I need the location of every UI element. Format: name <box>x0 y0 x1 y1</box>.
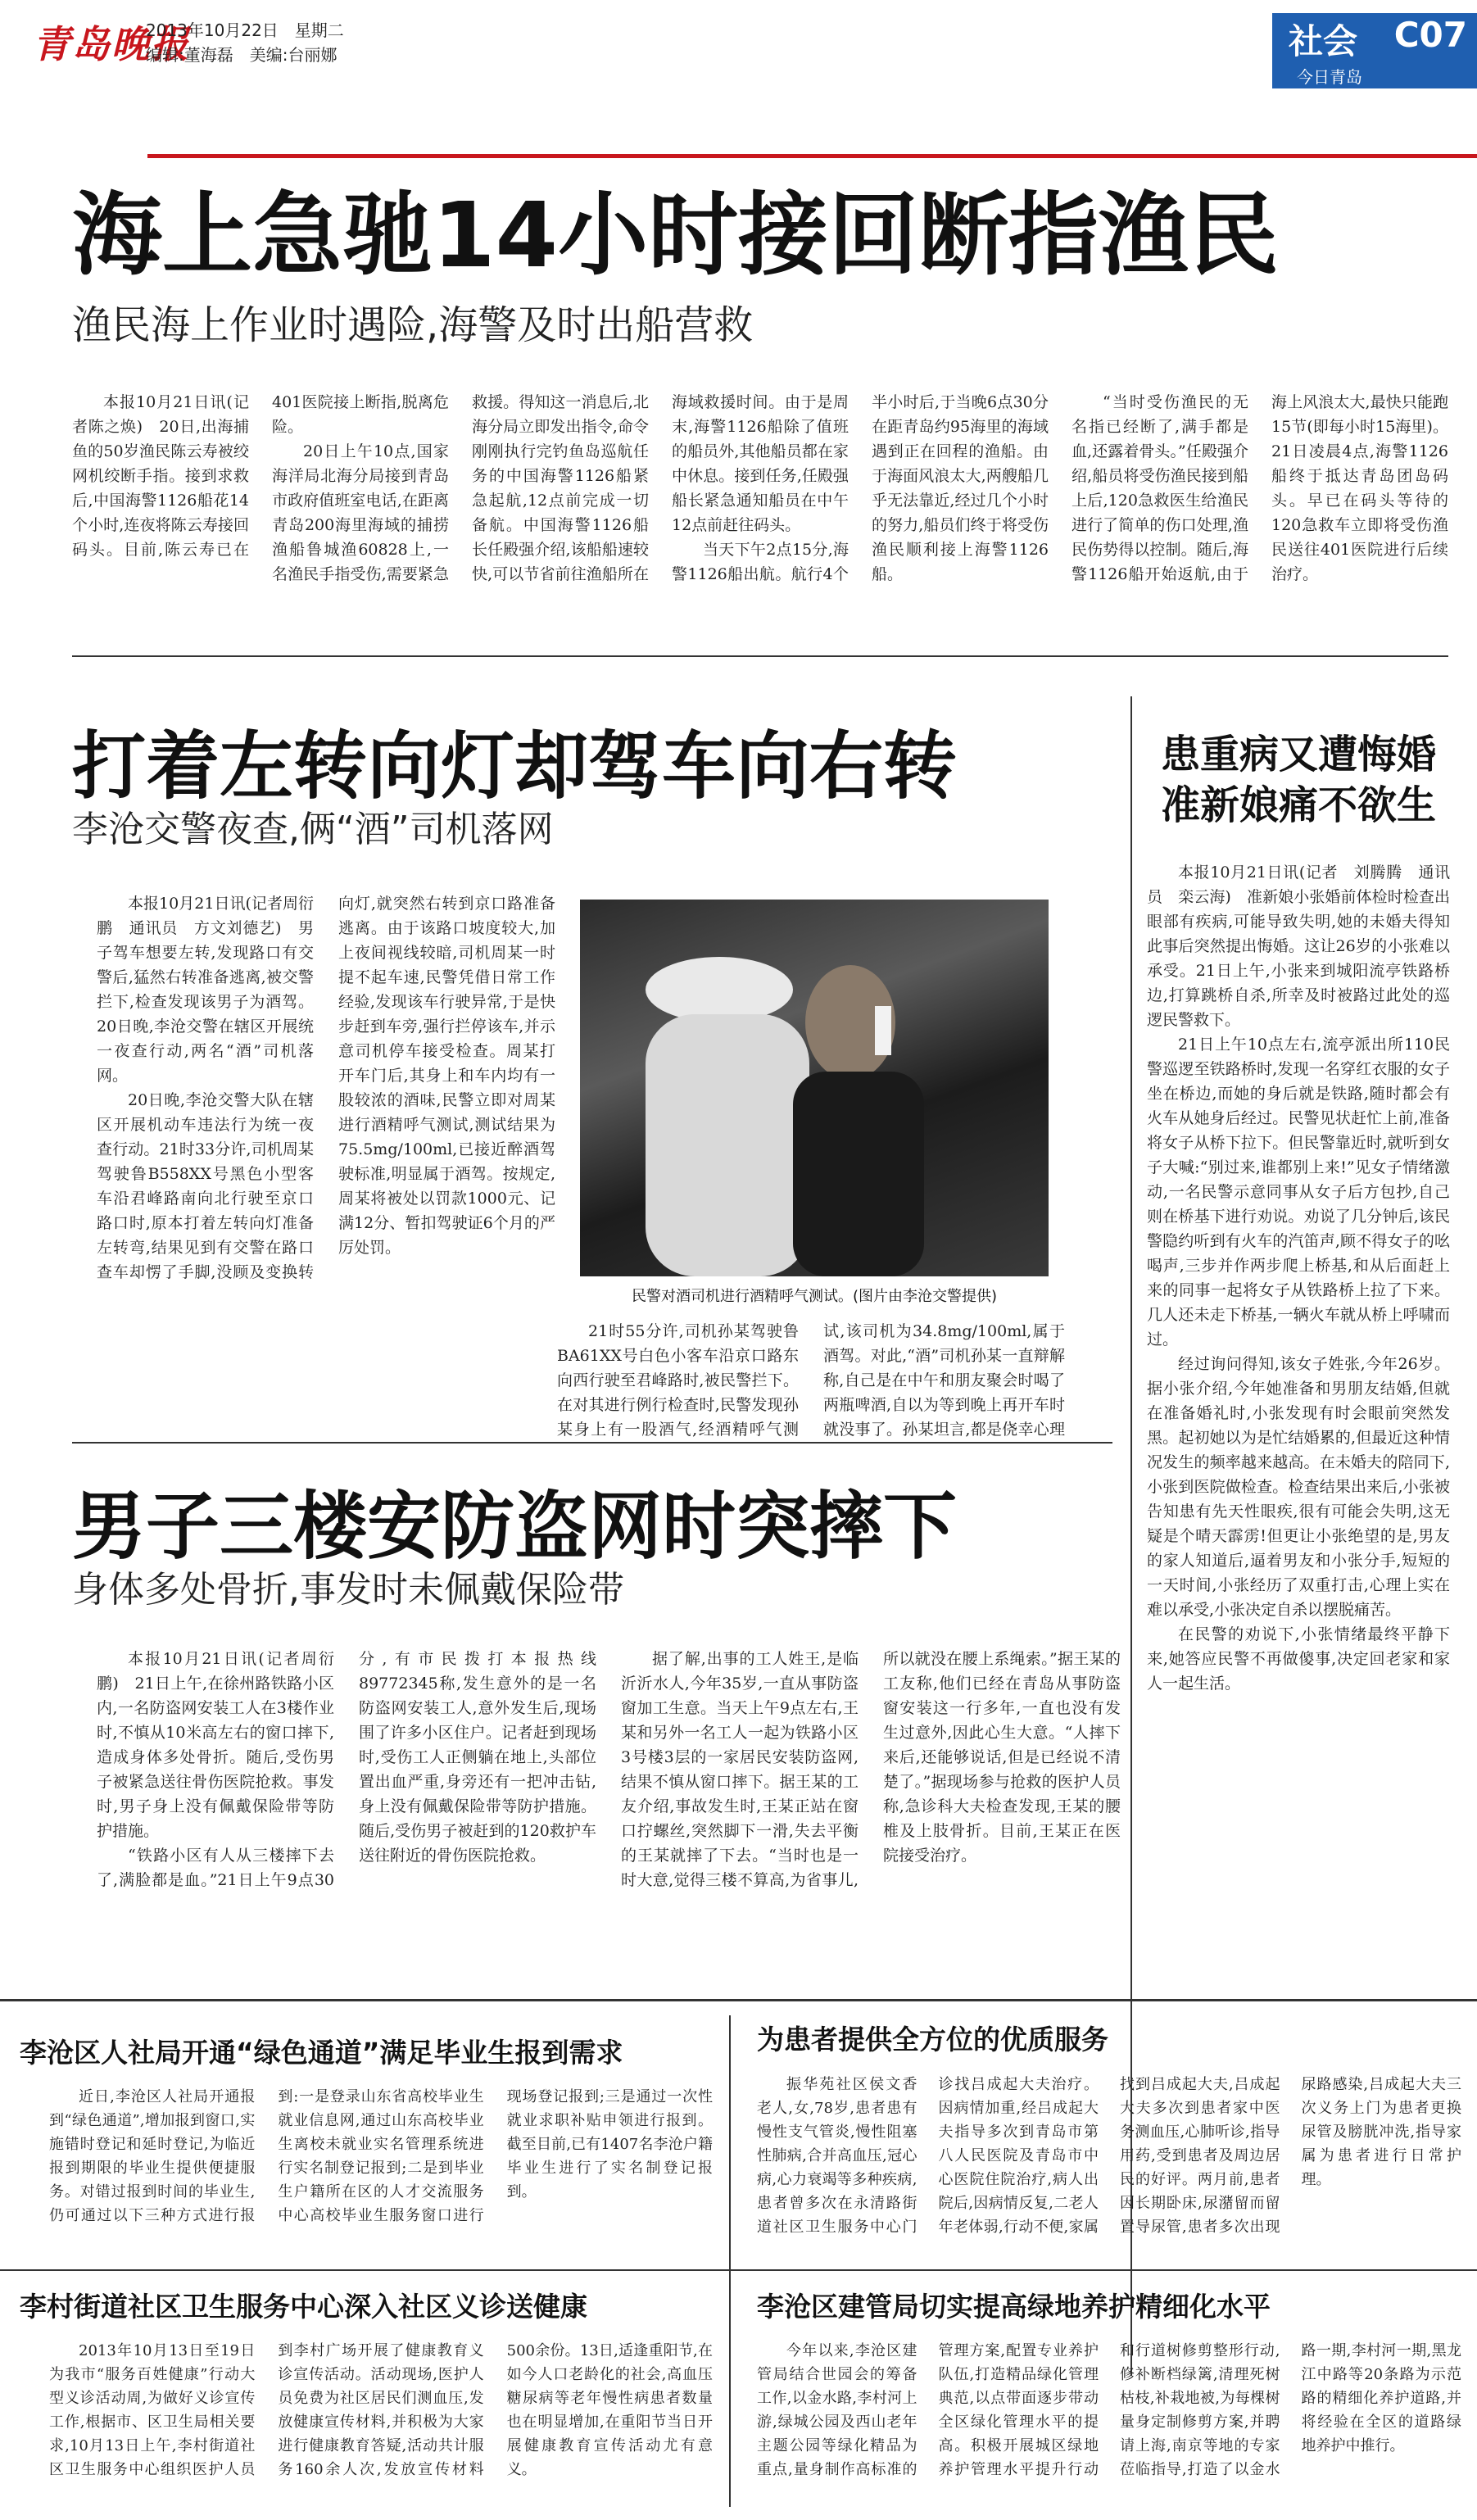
story3-paragraph: 据了解,出事的工人姓王,是临沂沂水人,今年35岁,一直从事防盗窗加工生意。当天上午9点左右,王某和另外一名工人一起为铁路小区3号楼3层的一家居民安装防盗网,结果不慎从窗口摔下。据王某的工友介绍,事故发生时,王某正站在窗口拧螺丝,突然脚下一滑,失去平衡的王某就摔了下去。“当时也是一时大意,觉得三楼不算高,为省事儿,所以就没在腰上系绳索。”据王某的工友称,他们已经在青岛从事防盗窗安装这一行多年,一直也没有发生过意外,因此心生大意。“人摔下来后,还能够说话,但是已经说不清楚了。”据现场参与抢救的医护人员称,急诊科大夫检查发现,王某的腰椎及上肢骨折。目前,王某正在医院接受治疗。 <box>621 1650 1121 1889</box>
issue-meta <box>146 18 344 67</box>
divider <box>0 2269 1477 2271</box>
story2-body-right <box>557 1319 1065 1442</box>
section-header <box>1272 13 1477 88</box>
story1-subheadline: 渔民海上作业时遇险,海警及时出船营救 <box>72 302 754 348</box>
sidebar-paragraph: 在民警的劝说下,小张情绪最终平静下来,她答应民警不再做傻事,决定回老家和家人一起生活。 <box>1147 1625 1450 1693</box>
section-name: 社会 <box>1289 21 1358 61</box>
column-divider <box>729 2015 731 2507</box>
photo-illustration <box>580 900 1049 1276</box>
brief2-body <box>757 2073 1461 2257</box>
story2-body-left <box>97 891 555 1417</box>
story2-headline: 打着左转向灯却驾车向右转 <box>72 723 957 809</box>
brief1-paragraph: 近日,李沧区人社局开通报到“绿色通道”,增加报到窗口,实施错时登记和延时登记,为临近报到期限的毕业生提供便捷服务。对错过报到时间的毕业生,仍可通过以下三种方式进行报到:一是登录山东省高校毕业生就业信息网,通过山东高校毕业生离校未就业实名管理系统进行实名制登记报到;二是到毕业生户籍所在区的人才交流服务中心高校毕业生服务窗口进行现场登记报到;三是通过一次性就业求职补贴申领进行报到。截至目前,已有1407名李沧户籍毕业生进行了实名制登记报到。 <box>49 2088 713 2224</box>
brief2-headline: 为患者提供全方位的优质服务 <box>757 2024 1108 2055</box>
story3-paragraph: “铁路小区有人从三楼摔下去了,满脸都是血。”21日上午9点30分,有市民拨打本报热线89772345称,发生意外的是一名防盗网安装工人,意外发生后,现场围了许多小区住户。记者赶到现场时,受伤工人正侧躺在地上,头部位置出血严重,身旁还有一把冲击钻,身上没有佩戴保险带等防护措施。随后,受伤男子被赶到的120救护车送往附近的骨伤医院抢救。 <box>97 1650 596 1889</box>
story3-paragraph: 本报10月21日讯(记者周衍鹏) 21日上午,在徐州路铁路小区内,一名防盗网安装工人在3楼作业时,不慎从10米高左右的窗口摔下,造成身体多处骨折。随后,受伤男子被紧急送往骨伤医院抢救。事发时,男子身上没有佩戴保险带等防护措施。 <box>97 1650 334 1840</box>
brief1-body <box>49 2085 713 2257</box>
sidebar-headline-line2: 准新娘痛不欲生 <box>1160 782 1436 828</box>
story1-paragraph: 当天下午2点15分,海警1126船出航。航行4个半小时后,于当晚6点30分在距青岛约95海里的海域遇到正在回程的渔船。由于海面风浪太大,两艘船几乎无法靠近,经过几个小时的努力,船员们终于将受伤渔民顺利接上海警1126船。 <box>672 393 1049 583</box>
story2-paragraph: 21时55分许,司机孙某驾驶鲁BA61XX号白色小客车沿京口路东向西行驶至君峰路时,被民警拦下。在对其进行例行检查时,民警发现孙某身上有一股酒气,经酒精呼气测试,该司机为34.8mg/100ml,属于酒驾。对此,“酒”司机孙某一直辩解称,自己是在中午和朋友聚会时喝了两瓶啤酒,自以为等到晚上再开车时就没事了。孙某坦言,都是侥幸心理 <box>557 1322 1065 1439</box>
page-number: C07 <box>1393 15 1467 55</box>
sidebar-paragraph: 经过询问得知,该女子姓张,今年26岁。据小张介绍,今年她准备和男朋友结婚,但就在准备婚礼时,小张发现有时会眼前突然发黑。起初她以为是忙结婚累的,但最近这种情况发生的频率越来越高。在未婚夫的陪同下,小张到医院做检查。检查结果出来后,小张被告知患有先天性眼疾,很有可能会失明,这无疑是个晴天霹雳!但更让小张绝望的是,男友的家人知道后,逼着男友和小张分手,短短的一天时间,小张经历了双重打击,心理上实在难以承受,小张决定自杀以摆脱痛苦。 <box>1147 1355 1450 1619</box>
sidebar-paragraph: 本报10月21日讯(记者 刘腾腾 通讯员 栾云海) 准新娘小张婚前体检时检查出眼部有疾病,可能导致失明,她的未婚夫得知此事后突然提出悔婚。这让26岁的小张难以承受。21日上午,小张来到城阳流亭铁路桥边,打算跳桥自杀,所幸及时被路过此处的巡逻民警救下。 <box>1147 863 1450 1029</box>
story1-paragraph: 20日上午10点,国家海洋局北海分局接到青岛市政府值班室电话,在距离青岛200海里海域的捕捞渔船鲁城渔60828上,一名渔民手指受伤,需要紧急救援。得知这一消息后,北海分局立即发出指令,命令刚刚执行完钓鱼岛巡航任务的中国海警1126船紧急起航,12点前完成一切备航。中国海警1126船长任殿强介绍,该船船速较快,可以节省前往渔船所在海域救援时间。由于是周末,海警1126船除了值班的船员外,其他船员都在家中休息。接到任务,任殿强船长紧急通知船员在中午12点前赶往码头。 <box>272 393 849 583</box>
brief3-paragraph: 2013年10月13日至19日为我市“服务百姓健康”行动大型义诊活动周,为做好义诊宣传工作,根据市、区卫生局相关要求,10月13日上午,李村街道社区卫生服务中心组织医护人员到李村广场开展了健康教育义诊宣传活动。活动现场,医护人员免费为社区居民们测血压,发放健康宣传材料,并积极为大家进行健康教育答疑,活动共计服务160余人次,发放宣传材料500余份。13日,适逢重阳节,在如今人口老龄化的社会,高血压糖尿病等老年慢性病患者数量也在明显增加,在重阳节当日开展健康教育宣传活动尤有意义。 <box>49 2342 713 2478</box>
sidebar-headline-line1: 患重病又遭悔婚 <box>1160 732 1436 777</box>
story3-headline: 男子三楼安防盗网时突摔下 <box>72 1484 957 1570</box>
brief3-headline: 李村街道社区卫生服务中心深入社区义诊送健康 <box>20 2291 587 2323</box>
brief4-body <box>757 2339 1461 2507</box>
newspaper-logo: 青岛晚报 <box>33 22 190 66</box>
story1-paragraph: 本报10月21日讯(记者陈之焕) 20日,出海捕鱼的50岁渔民陈云寿被绞网机绞断手指。接到求救后,中国海警1126船花14个小时,连夜将陈云寿接回码头。目前,陈云寿已在401医院接上断指,脱离危险。 <box>72 393 449 559</box>
story1-paragraph: “当时受伤渔民的无名指已经断了,满手都是血,还露着骨头。”任殿强介绍,船员将受伤渔民接到船上后,120急救医生给渔民进行了简单的伤口处理,渔民伤势得以控制。随后,海警1126船开始返航,由于海上风浪太大,最快只能跑15节(即每小时15海里)。21日凌晨4点,海警1126船终于抵达青岛团岛码头。早已在码头等待的120急救车立即将受伤渔民送往401医院进行后续治疗。 <box>1072 393 1448 583</box>
story1-body <box>72 390 1448 636</box>
divider <box>0 1999 1477 2001</box>
brief4-headline: 李沧区建管局切实提高绿地养护精细化水平 <box>757 2291 1271 2323</box>
divider <box>72 1442 1112 1444</box>
brief4-paragraph: 今年以来,李沧区建管局结合世园会的筹备工作,以金水路,李村河上游,绿城公园及西山老年主题公园等绿化精品为重点,量身制作高标准的管理方案,配置专业养护队伍,打造精品绿化管理典范,以点带面逐步带动全区绿化管理水平的提高。积极开展城区绿地养护管理水平提升行动和行道树修剪整形行动,修补断档绿篱,清理死树枯枝,补栽地被,为每棵树量身定制修剪方案,并聘请上海,南京等地的专家莅临指导,打造了以金水路一期,李村河一期,黑龙江中路等20条路为示范路的精细化养护道路,并将经验在全区的道路绿地养护中推行。 <box>757 2342 1461 2478</box>
story3-subheadline: 身体多处骨折,事发时未佩戴保险带 <box>72 1569 624 1611</box>
story3-body <box>97 1647 1121 1983</box>
photo-caption: 民警对酒司机进行酒精呼气测试。(图片由李沧交警提供) <box>631 1288 998 1305</box>
story2-paragraph: 20日晚,李沧交警大队在辖区开展机动车违法行为统一夜查行动。21时33分许,司机周某驾驶鲁B558XX号黑色小型客车沿君峰路南向北行驶至京口路口时,原本打着左转向灯准备左转弯,结果见到有交警在路口查车却愣了手脚,没顾及变换转向灯,就突然右转到京口路准备逃离。由于该路口坡度较大,加上夜间视线较暗,司机周某一时提不起车速,民警凭借日常工作经验,发现该车行驶异常,于是快步赶到车旁,强行拦停该车,并示意司机停车接受检查。周某打开车门后,其身上和车内均有一股较浓的酒味,民警立即对周某进行酒精呼气测试,测试结果为75.5mg/100ml,已接近醉酒驾驶标准,明显属于酒驾。按规定,周某将被处以罚款1000元、记满12分、暂扣驾驶证6个月的严厉处罚。 <box>97 895 555 1281</box>
sidebar-paragraph: 21日上午10点左右,流亭派出所110民警巡逻至铁路桥时,发现一名穿红衣服的女子坐在桥边,而她的身后就是铁路,随时都会有火车从她身后经过。民警见状赶忙上前,准备将女子从桥下拉下。但民警靠近时,就听到女子大喊:“别过来,谁都别上来!”见女子情绪激动,一名民警示意同事从女子后方包抄,自己则在桥基下进行劝说。劝说了几分钟后,该民警隐约听到有火车的汽笛声,顾不得女子的吆喝声,三步并作两步爬上桥基,和从后面赶上来的同事一起将女子从铁路桥上拉了下来。几人还未走下桥基,一辆火车就从桥上呼啸而过。 <box>1147 1036 1450 1348</box>
brief3-body <box>49 2339 713 2507</box>
story2-subheadline: 李沧交警夜查,俩“酒”司机落网 <box>72 809 554 850</box>
brief1-headline: 李沧区人社局开通“绿色通道”满足毕业生报到需求 <box>20 2037 623 2069</box>
story1-headline: 海上急驰14小时接回断指渔民 <box>72 183 1280 288</box>
brief2-paragraph: 振华苑社区侯文香老人,女,78岁,患者患有慢性支气管炎,慢性阻塞性肺病,合并高血压,冠心病,心力衰竭等多种疾病,患者曾多次在永清路街道社区卫生服务中心门诊找吕成起大夫治疗。因病情加重,经吕成起大夫指导多次到青岛市第八人民医院及青岛市中心医院住院治疗,病人出院后,因病情反复,二老人年老体弱,行动不便,家属找到吕成起大夫,吕成起大夫多次到患者家中医务测血压,心肺听诊,指导用药,受到患者及周边居民的好评。两月前,患者因长期卧床,尿潴留而留置导尿管,患者多次出现尿路感染,吕成起大夫三次义务上门为患者更换尿管及膀胱冲洗,指导家属为患者进行日常护理。 <box>757 2076 1461 2236</box>
masthead <box>0 0 1477 90</box>
divider <box>72 655 1448 657</box>
sub-section-name: 今日青岛 <box>1297 67 1362 87</box>
sidebar-headline <box>1147 729 1450 831</box>
story2-paragraph: 本报10月21日讯(记者周衍鹏 通讯员 方文刘德艺) 男子驾车想要左转,发现路口有交警后,猛然右转准备逃离,被交警拦下,检查发现该男子为酒驾。20日晚,李沧交警在辖区开展统一夜查行动,两名“酒”司机落网。 <box>97 895 314 1085</box>
traffic-police-breath-test-photo <box>580 900 1049 1276</box>
issue-date: 2013年10月22日 星期二 <box>146 20 344 40</box>
editor-credits: 编辑:董海磊 美编:台丽娜 <box>146 45 338 65</box>
top-divider <box>147 154 1477 158</box>
